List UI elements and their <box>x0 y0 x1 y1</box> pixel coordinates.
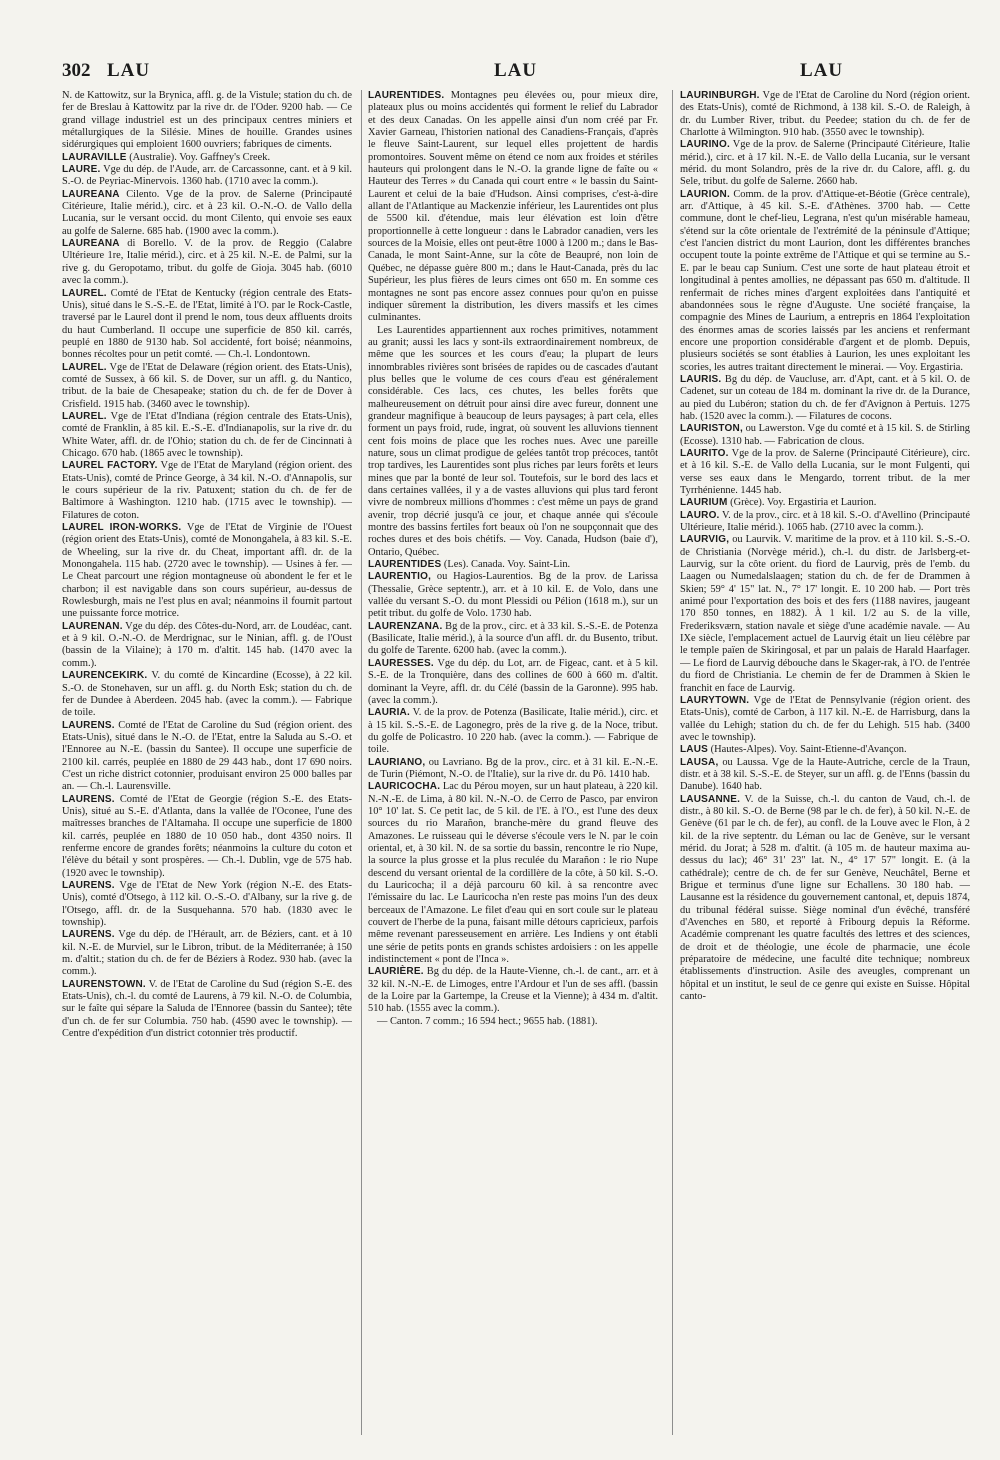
entry-text: Comté de l'Etat de Georgie (région S.-E. des Etats-Unis), situé au S.-E. d'Atlanta, dans la vallée de l'Oconee, l'une des maîtresses branches de l'Altamaha. Il occupe une superficie de 1800 kil. carrés, peuplée en 1880 de 10 050 hab., dont 4350 noirs. Il renferme encore de grandes forêts; néanmoins la culture du coton et l'élève du bétail y sont prospères. — Ch.-l. Dublin, vge de 575 hab. (1920 avec le township). <box>62 793 352 879</box>
entry-headword: LAURENSTOWN. <box>62 978 146 990</box>
entry-text: V. de la Suisse, ch.-l. du canton de Vaud, ch.-l. de distr., à 80 kil. S.-O. de Berne (98 par le ch. de fer), à 50 kil. N.-E. de Genève (61 par le ch. de fer), au confl. de la Louve avec le Flon, à 2 kil. de la rive septentr. du Léman ou lac de Genève, sur le versant mérid. du Jorat; à 528 m. d'altit. (à 105 m. de hauteur maxima au-dessus du lac); 46° 31' 23" lat. N., 4° 17' 57" longit. E. (à la cathédrale); centre de ch. de fer sur Genève, Neuchâtel, Berne et Brigue et terminus d'une ligne sur Echallens. 30 180 hab. — Lausanne est la résidence du gouvernement cantonal, et, depuis 1874, du tribunal fédéral suisse. Siège nominal d'un évêché, transféré d'Avenches en 580, et reporté à Fribourg depuis la Réforme. Académie comprenant les quatre facultés des lettres et des sciences, de droit et de théologie, une école de pharmacie, une école préparatoire de médecine, une faculté dite technique; nombreux établissements d'instruction. Asile des aveugles, comprenant un hôpital et un institut, le seul de ce genre qui existe en Suisse. Hôpital canto- <box>680 793 970 1003</box>
entry-headword: LAURENS. <box>62 880 115 891</box>
dictionary-entry <box>680 139 970 188</box>
dictionary-entry <box>62 522 352 621</box>
entry-headword: LAUS <box>680 744 709 756</box>
dictionary-entry <box>368 707 658 756</box>
page-header <box>62 60 970 86</box>
entry-text: Bg de la prov., circ. et à 33 kil. S.-S.-E. de Potenza (Basilicate, Italie mérid.), à la source d'un affl. dr. du Busento, tribut. du golfe de Tarente. 6200 hab. (avec la comm.). <box>368 620 658 657</box>
dictionary-entry <box>62 880 352 929</box>
dictionary-entry <box>62 288 352 362</box>
entry-headword: LAURINBURGH. <box>680 90 760 101</box>
entry-headword: LAURE. <box>62 164 101 176</box>
entry-headword: LAURENS. <box>62 929 115 941</box>
entry-text: Bg du dép. de Vaucluse, arr. d'Apt, cant. et à 5 kil. O. de Cadenet, sur un coteau de 184 m. dominant la rive dr. de la Durance, au pied du Lubéron; station du ch. de fer d'Avignon à Pertuis. 1275 hab. (1520 avec la comm.). — Filatures de cocons. <box>680 373 970 422</box>
column-middle <box>368 90 658 1435</box>
dictionary-entry <box>680 794 970 1004</box>
entry-text: V. de la prov. de Potenza (Basilicate, Italie mérid.), circ. et à 15 kil. S.-S.-E. de Lagonegro, près de la rive g. de la Noce, tribut. du golfe de Policastro. 10 220 hab. (avec la comm.). — Fabrique de toile. <box>368 707 658 756</box>
entry-text: Vge du dép. des Côtes-du-Nord, arr. de Loudéac, cant. et à 9 kil. O.-N.-O. de Merdrignac, sur le Ninian, affl. g. de l'Oust (bassin de la Vilaine); à 170 m. d'altit. 145 hab. (1470 avec la comm.). <box>62 620 352 669</box>
dictionary-entry <box>62 460 352 522</box>
dictionary-entry <box>62 238 352 287</box>
entry-headword: LAURION. <box>680 188 730 200</box>
entry-headword: LAURINO. <box>680 139 730 151</box>
entry-text: Comté de l'Etat de Caroline du Sud (région orient. des Etats-Unis), situé dans le N.-O. de l'Etat, entre la Saluda au S.-O. et l'Ennoree au N.-E. (bassin du Santee). Il occupe une superficie de 2100 kil. carrés, peuplée en 1880 de 29 443 hab., dont 17 690 noirs. C'est un riche district cotonnier, produisant environ 25 000 balles par an. — Ch.-l. Laurensville. <box>62 719 352 793</box>
entry-text: ou Lavriano. Bg de la prov., circ. et à 31 kil. E.-N.-E. de Turin (Piémont, N.-O. de l'Italie), sur la rive dr. du Pô. 1410 hab. <box>368 756 658 780</box>
dictionary-entry <box>62 189 352 238</box>
dictionary-entry <box>680 90 970 139</box>
entry-headword: LAURENTIDES. <box>368 90 445 101</box>
entry-text: ou Lawerston. Vge du comté et à 15 kil. S. de Stirling (Ecosse). 1310 hab. — Fabrication de clous. <box>680 423 970 447</box>
entry-headword: LAURICOCHA. <box>368 781 441 793</box>
entry-text: Vge de l'Etat de Caroline du Nord (région orient. des Etats-Unis), comté de Richmond, à 138 kil. S.-O. de Raleigh, à dr. du Lumber River, tribut. du Peedee; station du ch. de fer de Charlotte à Wilmington. 910 hab. (3550 avec le township). <box>680 90 970 139</box>
entry-headword: LAURESSES. <box>368 657 434 669</box>
dictionary-entry <box>62 720 352 794</box>
entry-headword: LAURENZANA. <box>368 620 443 632</box>
dictionary-entry <box>62 362 352 411</box>
entry-text: ou Laurvik. V. maritime de la prov. et à 110 kil. S.-S.-O. de Christiania (Norvège mérid.), ch.-l. du distr. de Jarlsberg-et-Laurvig, sur la côte orient. du fiord de Laurvig, près de l'emb. du Laagen ou Numedalslaagen; station du ch. de fer de Drammen à Skien; 59° 4' 15" lat. N., 7° 17' longit. E. 10 200 hab. — Port très animé pour l'exportation des bois et des fers (1188 navires, jaugeant 170 850 tonnes, en 1882). À 1 kil. 1/2 au S. de la ville, Frederiksværn, station navale et siège d'une académie navale. — Au IXe siècle, l'emplacement actuel de Laurvig était un lieu célèbre par le temple païen de Skiringosal, et par un palais de Harald Haarfager. — Le fiord de Laurvig débouche dans le Skager-rak, à l'O. de l'entrée du fiord de Christiania. Le chemin de fer de Drammen à Skien le franchit en face de Laurvig. <box>680 534 970 694</box>
entry-text: Lac du Pérou moyen, sur un haut plateau, à 220 kil. N.-N.-E. de Lima, à 80 kil. N.-N.-O. de Cerro de Pasco, par environ 10° 10' lat. S. Ce petit lac, de 5 kil. de l'E. à l'O., est l'une des deux sources du rio Marañon, branche-mère du grand fleuve des Amazones. Le ruisseau qui le déverse s'écoule vers le N. par le coin oriental, et, à 30 kil. N. de sa sortie du bassin, rencontre le rio Nupe, la source la plus grosse et la plus reculée du Marañon : le rio Nupe descend du versant oriental de la cordillère de la côte, à 50 kil. S.-O. du Lauricocha; il a déjà parcouru 60 kil. à sa rencontre avec l'émissaire du lac. Le Lauricocha n'en reste pas moins l'un des deux berceaux de l'Amazone. Le filet d'eau qui en sort coule sur le plateau couvert de l'herbe de la puna, faisant mille détours capricieux, parfois même revenant paresseusement en arrière. Les Indiens y ont établi une série de petits ponts en grands schistes ardoisiers : on les appelle indistinctement « pont de l'Inca ». <box>368 781 658 966</box>
dictionary-entry <box>680 757 970 794</box>
entry-text: (Grèce). Voy. Ergastiria et Laurion. <box>727 497 877 509</box>
entry-headword: LAURENCEKIRK. <box>62 670 148 682</box>
dictionary-entry <box>368 559 658 571</box>
entry-headword: LAURO. <box>680 509 720 521</box>
dictionary-entry <box>680 695 970 744</box>
entry-text: Comm. de la prov. d'Attique-et-Béotie (Grèce centrale), arr. d'Attique, à 45 kil. S.-E. d'Athènes. 3700 hab. — Cette commune, dont le chef-lieu, Legrana, n'est qu'un misérable hameau, s'étend sur la côte orientale de l'extrémité de la péninsule d'Attique; c'est l'ancien district du mont Laurion, dont les différentes branches occupent toute la pointe extrême de l'Attique et qui se termine au S.-E. par le beau cap Sunium. C'est une sorte de haut plateau étroit et longitudinal à pentes amollies, ne dépassant pas 650 m. d'altitude. Il renfermait de riches mines d'argent exploitées dans l'antiquité et abandonnées sous le règne d'Auguste. Une société française, la compagnie des Mines de Laurium, a entrepris en 1864 l'exploitation des énormes amas de scories laissés par les anciens et renfermant encore une proportion considérable d'argent et de plomb. Depuis, plusieurs sociétés se sont établies à Laurion, les unes exploitant les scories, les autres traitant directement le minerai. — Voy. Ergastiria. <box>680 188 970 373</box>
entry-headword: LAUREL. <box>62 361 107 373</box>
dictionary-entry <box>368 621 658 658</box>
entry-text: Montagnes peu élevées ou, pour mieux dire, plateaux plus ou moins accidentés qui forment le relief du Labrador et des deux Canadas. On les appelle ainsi d'un nom créé par Fr. Xavier Garneau, l'historien national des Canadiens-Français, d'après le fleuve Saint-Laurent, sur lequel elles projettent de hardis promontoires. Souvent même on étend ce nom aux froides et stériles hauteurs qui prolongent dans le N.-O. la grande ligne de faîte ou « Hauteur des Terres » du Canada qui court entre « le bassin du Saint-Laurent et celui de la baie d'Hudson. Ainsi comprises, c'est-à-dire allant de l'Atlantique au Mackenzie inférieur, les Laurentides ont plus de 5500 kil. d'étendue, mais leur élévation est loin d'être proportionnelle à cette longueur : dans le Labrador canadien, vers les sources de la Moisie, elles ont peut-être 1000 à 1200 m.; dans le Bas-Canada, le mont Saint-Anne, sur la côte de Beaupré, non loin de Québec, ne dépasse guère 800 m.; dans le Haut-Canada, près du lac Supérieur, les plus fières de leurs cimes ont 650 m. En somme ces montagnes ne sont pas encore assez connues pour qu'on en puisse indiquer sûrement la distribution, les divers massifs et les cimes culminantes. <box>368 90 658 324</box>
dictionary-entry <box>62 164 352 189</box>
entry-text: V. de la prov., circ. et à 18 kil. S.-O. d'Avellino (Principauté Ultérieure, Italie mérid.). 1065 hab. (2710 avec la comm.). <box>680 509 970 534</box>
entry-text: Vge de l'Etat d'Indiana (région centrale des Etats-Unis), comté de Franklin, à 85 kil. E.-S.-E. d'Indianapolis, sur la rive dr. du White Water, affl. dr. de l'Ohio; station du ch. de fer de Cincinnati à Chicago. 670 hab. (1865 avec le township). <box>62 410 352 459</box>
entry-text: Vge du dép. de l'Hérault, arr. de Béziers, cant. et à 10 kil. N.-E. de Murviel, sur le Libron, tribut. de la Méditerranée; à 150 m. d'altit.; station du ch. de fer de Béziers à Rodez. 930 hab. (avec la comm.). <box>62 929 352 978</box>
running-head-left: LAU <box>107 60 151 81</box>
dictionary-entry <box>62 979 352 1041</box>
entry-text: V. du comté de Kincardine (Ecosse), à 22 kil. S.-O. de Stonehaven, sur un affl. g. du North Esk; station du ch. de fer de Dundee à Aberdeen. 2045 hab. (avec la comm.). — Fabrique de toile. <box>62 670 352 719</box>
entry-text: Vge de l'Etat de Virginie de l'Ouest (région orient des Etats-Unis), comté de Monongahela, à 83 kil. S.-E. de Wheeling, sur la rive dr. du Cheat, important affl. dr. de la Monongahela. 115 hab. (2720 avec le township). — Usines à fer. — Le Cheat parcourt une région montagneuse où abondent le fer et le charbon; il est navigable dans son cours supérieur, au-dessus de Rowlesburgh, mais ne l'est plus en aval; néanmoins il fournit partout une puissante force motrice. <box>62 522 352 620</box>
dictionary-entry <box>62 621 352 670</box>
dictionary-entry <box>368 1016 658 1028</box>
entry-text: Vge du dép. de l'Aude, arr. de Carcassonne, cant. et à 9 kil. S.-O. de Peyriac-Minervois. 1360 hab. (1710 avec la comm.). <box>62 164 352 188</box>
entry-text: Bg du dép. de la Haute-Vienne, ch.-l. de cant., arr. et à 32 kil. N.-N.-E. de Limoges, entre l'Ardour et l'un de ses affl. (bassin de la Loire par la Gartempe, la Creuse et la Vienne); à 434 m. d'altit. 510 hab. (1555 avec la comm.). <box>368 966 658 1015</box>
dictionary-entry <box>680 374 970 423</box>
entry-text: Vge de l'Etat de Delaware (région orient. des Etats-Unis), comté de Sussex, à 66 kil. S. de Dover, sur un affl. g. du Nantico, tribut. de la baie de Chesapeake; station du ch. de fer de Dover à Crisfield. 1915 hab. (3460 avec le township). <box>62 361 352 410</box>
dictionary-entry <box>368 757 658 782</box>
running-head-center: LAU <box>494 60 538 81</box>
entry-headword: LAUSANNE. <box>680 793 741 805</box>
dictionary-entry <box>680 189 970 374</box>
entry-headword: LAURENAN. <box>62 620 123 632</box>
entry-headword: LAUREANA <box>62 188 120 200</box>
entry-text: — Canton. 7 comm.; 16 594 hect.; 9655 hab. (1881). <box>377 1015 598 1027</box>
entry-headword: LAUREL IRON-WORKS. <box>62 522 182 534</box>
entry-text: (Hautes-Alpes). Voy. Saint-Etienne-d'Avançon. <box>708 744 907 756</box>
column-divider <box>361 90 362 1435</box>
entry-text: V. de l'Etat de Caroline du Sud (région S.-E. des Etats-Unis), ch.-l. du comté de Laurens, à 79 kil. N.-O. de Columbia, sur le faîte qui sépare la Saluda de l'Ennoree (bassin du Santee); tête d'un ch. de fer sur Columbia. 750 hab. (4590 avec le township). — Centre d'expédition d'un district cotonnier très productif. <box>62 978 352 1040</box>
dictionary-entry <box>368 90 658 325</box>
dictionary-entry <box>62 794 352 880</box>
entry-text: Cilento. Vge de la prov. de Salerne (Principauté Citérieure, Italie mérid.), circ. et à 23 kil. O.-N.-O. de Vallo della Lucania, sur le versant occid. du mont Cilento, qui envoie ses eaux au golfe de Salerne. 685 hab. (1900 avec la comm.). <box>62 188 352 237</box>
entry-text: Vge du dép. du Lot, arr. de Figeac, cant. et à 5 kil. S.-E. de la Tronquière, dans des collines de 600 à 660 m. d'altit. dominant la Veyre, affl. dr. du Célé (bassin de la Garonne). 995 hab. (avec la comm.). <box>368 657 658 706</box>
entry-headword: LAURENTIO, <box>368 571 432 583</box>
dictionary-entry <box>368 325 658 560</box>
entry-headword: LAURENTIDES <box>368 559 442 571</box>
dictionary-entry <box>368 658 658 707</box>
entry-headword: LAURENS. <box>62 719 115 731</box>
entry-headword: LAUREL FACTORY. <box>62 460 158 472</box>
entry-headword: LAURIS. <box>680 373 722 385</box>
entry-text: Vge de la prov. de Salerne (Principauté Citérieure, Italie mérid.), circ. et à 17 kil. N.-E. de Vallo della Lucania, sur le versant mérid. du mont Solandro, près de la rive dr. du Calore, affl. g. du Sele, tribut. du golfe de Salerne. 2660 hab. <box>680 139 970 188</box>
dictionary-entry <box>62 411 352 460</box>
entry-text: Vge de la prov. de Salerne (Principauté Citérieure), circ. et à 16 kil. S.-E. de Vallo della Lucania, sur le mont Fulgenti, qui verse ses eaux dans le Mengardo, torrent tribut. de la mer Tyrrhénienne. 1445 hab. <box>680 447 970 496</box>
dictionary-entry <box>680 534 970 694</box>
entry-headword: LAURENS. <box>62 793 115 805</box>
entry-headword: LAURISTON, <box>680 423 743 435</box>
entry-headword: LAURITO. <box>680 447 729 459</box>
entry-headword: LAURIANO, <box>368 756 426 768</box>
running-head-right: LAU <box>800 60 844 81</box>
entry-headword: LAURYTOWN. <box>680 694 750 706</box>
entry-text: (Australie). Voy. Gaffney's Creek. <box>126 151 271 163</box>
dictionary-entry <box>680 510 970 535</box>
entry-text: Vge de l'Etat de New York (région N.-E. des Etats-Unis), comté d'Otsego, à 112 kil. O.-S.-O. d'Albany, sur la rive g. de l'Otsego, affl. dr. de la Susquehanna. 570 hab. (1830 avec le township). <box>62 880 352 929</box>
entry-headword: LAUREL. <box>62 410 107 422</box>
entry-headword: LAUREANA <box>62 238 120 250</box>
entry-text: Vge de l'Etat de Pennsylvanie (région orient. des Etats-Unis), comté de Carbon, à 117 kil. N.-E. de Harrisburg, dans la vallée du Lehigh; station du ch. de fer du Lehigh. 515 hab. (3400 avec le township). <box>680 694 970 743</box>
dictionary-entry <box>680 744 970 756</box>
entry-text: di Borello. V. de la prov. de Reggio (Calabre Ultérieure 1re, Italie mérid.), circ. et à 25 kil. N.-E. de Palmi, sur la rive g. du Geropotamo, tribut. du golfe de Gioja. 3045 hab. (6010 avec la comm.). <box>62 238 352 287</box>
entry-text: Comté de l'Etat de Kentucky (région centrale des Etats-Unis), situé dans le S.-S.-E. de l'Etat, limité à l'O. par le Rock-Castle, traversé par le Laurel dont il prend le nom, tous deux affluents droits du haut Cumberland. Il occupe une superficie de 850 kil. carrés, peuplé en 1880 de 9130 hab. Sol accidenté, fort boisé; néanmoins, bonnes récoltes pour un petit comté. — Ch.-l. Londontown. <box>62 287 352 361</box>
column-right <box>680 90 970 1435</box>
dictionary-entry <box>680 423 970 448</box>
dictionary-entry <box>368 966 658 1015</box>
dictionary-entry <box>62 152 352 164</box>
dictionary-entry <box>680 497 970 509</box>
dictionary-entry <box>62 929 352 978</box>
entry-text: N. de Kattowitz, sur la Brynica, affl. g. de la Vistule; station du ch. de fer de Breslau à Kattowitz par la rive dr. de l'Oder. 9200 hab. — Ce grand village industriel est un des principaux centres miniers et métallurgiques de la Silésie. Mines de houille. Grandes usines sidérurgiques qui emploient 1600 ouvriers; fabriques de ciments. <box>62 90 352 151</box>
entry-text: ou Laussa. Vge de la Haute-Autriche, cercle de la Traun, distr. et à 38 kil. S.-S.-E. de Steyer, sur un affl. g. de l'Enns (bassin du Danube). 1640 hab. <box>680 756 970 793</box>
text-columns <box>62 90 970 1435</box>
entry-headword: LAURIUM <box>680 497 728 509</box>
entry-text: Les Laurentides appartiennent aux roches primitives, notamment au granit; aussi les lacs y sont-ils extraordinairement nombreux, de même que les sources et les cours d'eau; la plupart de leurs innombrables rivières sont brisées de rapides ou de cascades d'autant plus belles que le volume de ces cours d'eau est généralement considérable. Ces lacs, ces chutes, les belles forêts que malheureusement on détruit pour ainsi dire avec fureur, donnent une grandeur magnifique à beaucoup de leurs paysages; à part cela, elles forment un pays froid, rude, ingrat, où souvent les alluvions tiennent cent fois moins de place que les roches nues. Avec une pareille nature, sous un climat prodigue de gelées tantôt trop précoces, tantôt trop tardives, les Laurentides sont plus riches par leurs forêts et leurs mines que par la bonté de leur sol. Toutefois, sur le bord des lacs et dans certaines vallées, il y a de vastes alluvions qui plus tard feront vivre de nombreux millions d'hommes : c'est même un pays de grand avenir, trop décrié jusqu'à ce jour, et chaque année qui s'écoule montre des bassins fertiles fort beaux où l'on ne soupçonnait que des roches dures et des bois chétifs. — Voy. Canada, Hudson (baie d'), Ontario, Québec. <box>368 324 658 558</box>
entry-text: ou Hagios-Laurentios. Bg de la prov. de Larissa (Thessalie, Grèce septentr.), arr. et à 10 kil. E. de Volo, dans une vallée du versant S.-O. du mont Plessidi ou Pélion (1618 m.), sur un petit tribut. du golfe de Volo. 1730 hab. <box>368 571 658 620</box>
entry-headword: LAUREL. <box>62 287 107 299</box>
entry-text: Vge de l'Etat de Maryland (région orient. des Etats-Unis), comté de Prince George, à 34 kil. N.-O. d'Annapolis, sur le cours supérieur de la riv. Patuxent; station du ch. de fer de Baltimore à Washington. 1210 hab. (1715 avec le township). — Filatures de coton. <box>62 460 352 521</box>
dictionary-entry <box>62 90 352 152</box>
page-number: 302 <box>62 60 91 81</box>
entry-text: (Les). Canada. Voy. Saint-Lin. <box>441 559 571 571</box>
entry-headword: LAURAVILLE <box>62 151 127 163</box>
entry-headword: LAURVIG, <box>680 534 730 546</box>
dictionary-entry <box>368 571 658 620</box>
entry-headword: LAURIÈRE. <box>368 966 424 978</box>
entry-headword: LAUSA, <box>680 756 719 768</box>
dictionary-entry <box>62 670 352 719</box>
dictionary-entry <box>680 448 970 497</box>
column-left <box>62 90 352 1435</box>
dictionary-entry <box>368 781 658 966</box>
column-divider <box>672 90 673 1435</box>
entry-headword: LAURIA. <box>368 707 410 719</box>
